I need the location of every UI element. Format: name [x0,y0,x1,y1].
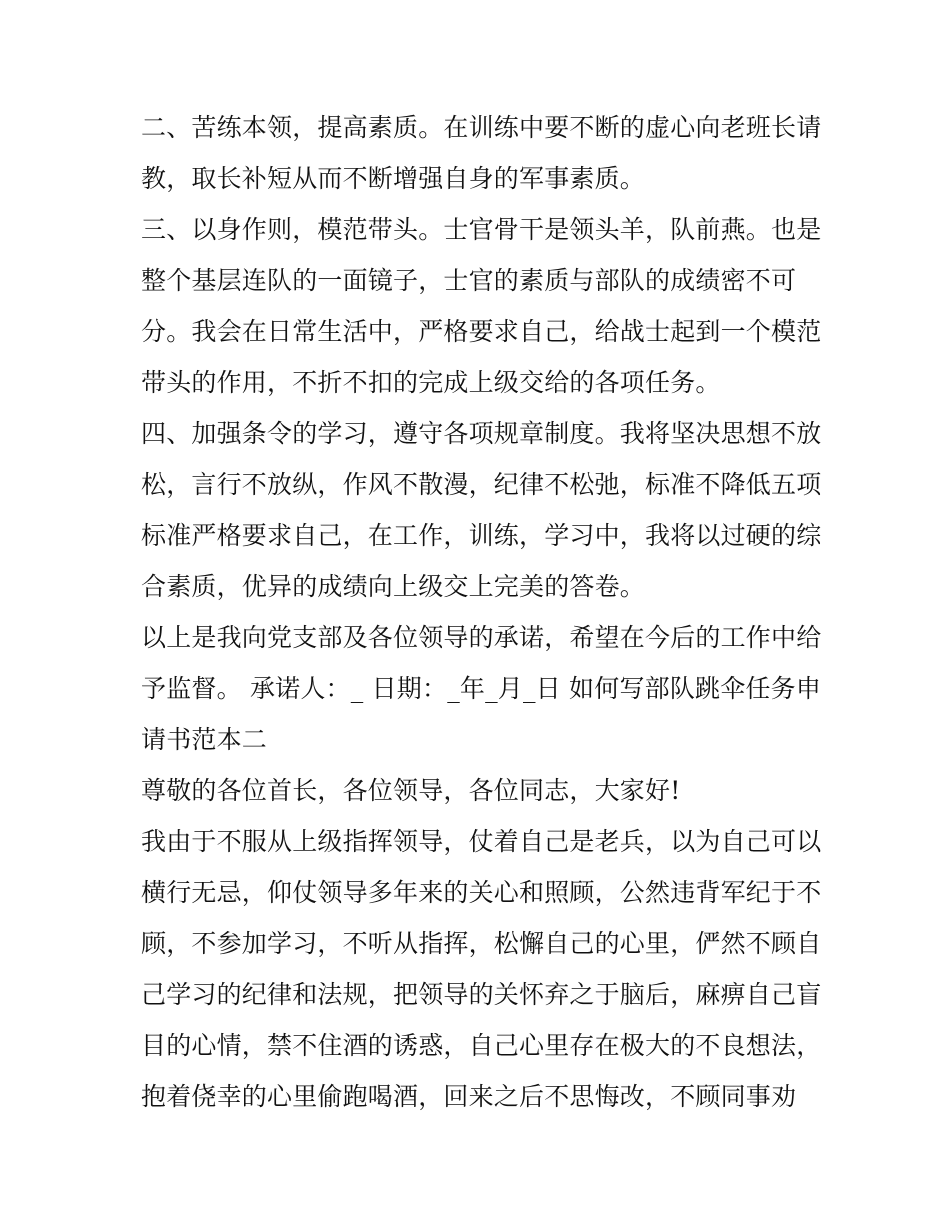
text-line: 尊敬的各位首长，各位领导，各位同志，大家好! [141,776,681,805]
text-line: 己学习的纪律和法规，把领导的关怀弃之于脑后，麻痹自己盲 [141,980,821,1009]
document-body [141,102,821,1122]
text-line: 二、苦练本领，提高素质。在训练中要不断的虚心向老班长请 [141,113,821,142]
text-line: 合素质，优异的成绩向上级交上完美的答卷。 [141,572,646,601]
text-line: 整个基层连队的一面镜子，士官的素质与部队的成绩密不可 [141,266,797,295]
text-line: 松，言行不放纵，作风不散漫，纪律不松弛，标准不降低五项 [141,470,821,499]
text-line: 我由于不服从上级指挥领导，仗着自己是老兵，以为自己可以 [141,827,821,856]
text-line: 四、加强条令的学习，遵守各项规章制度。我将坚决思想不放 [141,419,821,448]
text-line: 以上是我向党支部及各位领导的承诺，希望在今后的工作中给 [141,623,821,652]
text-line: 请书范本二 [141,725,268,754]
text-line: 横行无忌，仰仗领导多年来的关心和照顾，公然违背军纪于不 [141,878,821,907]
text-line: 抱着侥幸的心里偷跑喝酒，回来之后不思悔改，不顾同事劝 [141,1082,797,1111]
text-line: 目的心情，禁不住酒的诱惑，自己心里存在极大的不良想法， [141,1031,821,1060]
text-line: 带头的作用，不折不扣的完成上级交给的各项任务。 [141,368,721,397]
text-line: 标准严格要求自己，在工作，训练，学习中，我将以过硬的综 [141,521,821,550]
text-line: 三、以身作则，模范带头。士官骨干是领头羊，队前燕。也是 [141,215,821,244]
text-line: 予监督。 承诺人：_ 日期：_年_月_日 如何写部队跳伞任务申 [141,674,821,703]
text-line: 分。我会在日常生活中，严格要求自己，给战士起到一个模范 [141,317,821,346]
text-line: 教，取长补短从而不断增强自身的军事素质。 [141,164,646,193]
text-line: 顾，不参加学习，不听从指挥，松懈自己的心里，俨然不顾自 [141,929,821,958]
